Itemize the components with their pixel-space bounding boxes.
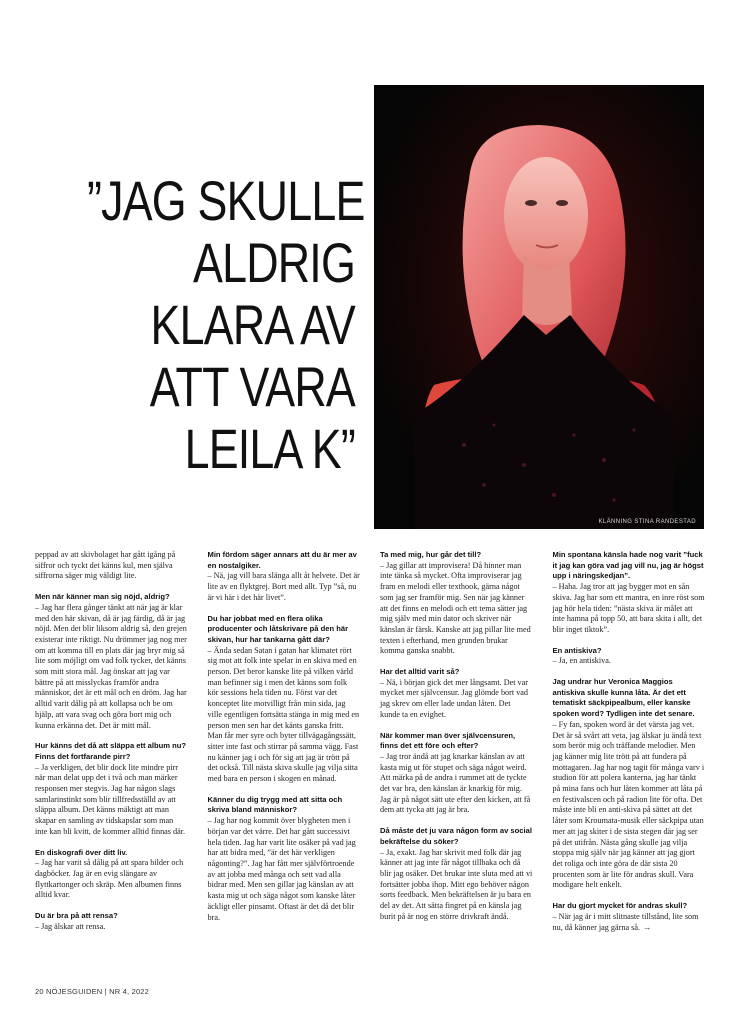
interview-question: Har du gjort mycket för andras skull?: [552, 901, 688, 911]
interview-question: Ta med mig, hur går det till?: [380, 550, 482, 559]
article-body: [35, 550, 705, 980]
headline-line: LEILA K”: [184, 417, 355, 480]
interview-question: Min spontana känsla hade nog varit ”fuck it jag kan göra vad jag vill nu, jag är högst upp i näringskedjan”.: [552, 550, 704, 581]
answer-text: – När jag är i mitt slitnaste tillstånd, lite som nu, då känner jag gärna så.: [552, 911, 699, 932]
answer-text: – Ja verkligen, det blir dock lite mindre pirr när man delat upp det i två och man märker responsen mer stegvis. Jag har någon slags samlarinstinkt som blir tillfredsställd av att släppa album. Det känns mäktigt att man skapar en samling av tidskapslar som man inte kan bli kvitt, de kommer alltid finnas där.: [35, 762, 186, 836]
answer-text: peppad av att skivbolaget har gått igång på siffror och tyckt det känns kul, men själva siffrorna säger mig väldigt lite.: [35, 550, 176, 581]
interview-answer: [553, 912, 706, 933]
interview-answer: [35, 763, 188, 838]
answer-text: – Jag tror ändå att jag knarkar känslan av att kasta mig ut för stupet och säga något weird. Att märka på de andra i rummet att de tyckte det var bra, den känslan är knarkig för mig. Jag är på något sätt ute efter den kicken, att få dem att tycka att jag är bra.: [380, 751, 531, 815]
article-column: [553, 550, 706, 980]
interview-answer: [380, 678, 533, 721]
interview-answer: [35, 858, 188, 901]
interview-answer: [35, 550, 188, 582]
answer-text: – Ja, exakt. Jag har skrivit med folk där jag känner att jag inte får något tillbaka och då blir jag osäker. Det brukar inte sluta med att vi fortsätter jobba ihop. Mitt ego behöver någon sorts feedback. Men bekräftelsen är ju bara en del av det. Att sätta fingret på en känsla jag burit på är nog en större drivkraft ändå.: [380, 847, 533, 921]
headline-line: ALDRIG: [193, 231, 355, 294]
interview-question: När kommer man över självcensuren, finns det ett före och efter?: [380, 730, 516, 751]
interview-answer: [35, 922, 188, 933]
interview-question: Men när känner man sig nöjd, aldrig?: [35, 592, 170, 602]
answer-text: – Jag har varit så dålig på att spara bilder och dagböcker. Jag är en evig slängare av flyttkartonger och skräp. Men albumen finns alltid kvar.: [35, 858, 184, 900]
interview-question: En diskografi över ditt liv.: [35, 847, 128, 857]
interview-question: Då måste det ju vara någon form av social bekräftelse du söker?: [380, 826, 532, 846]
interview-question: Du har jobbat med en flera olika producenter och låtskrivare på den här skivan, hur har tankarna gått där?: [207, 613, 349, 644]
interview-question: Har det alltid varit så?: [380, 667, 460, 677]
interview-answer: [380, 752, 533, 816]
answer-text: – Jag älskar att rensa.: [35, 921, 106, 931]
headline-line: ATT VARA: [149, 355, 355, 418]
interview-question: Min fördom säger annars att du är mer av en nostalgiker.: [207, 550, 357, 570]
headline-line: KLARA AV: [150, 293, 355, 356]
article-column: [380, 550, 533, 980]
answer-text: – Ända sedan Satan i gatan har klimatet rört sig mot att folk inte spelar in en skiva med en person. Det beror kanske lite på vilken värld man befinner sig i men det känns som folk kör sessions hela tiden nu. Först var det konceptet lite motvilligt från min sida, jag ville egentligen fortsätta stänga in mig med en person men sen har det känts ganska fritt. Man får mer syre och byter tillvägagångssätt, sitter inte fast och stirrar på samma vägg. Fast nu känner jag i och för sig att jag är trött på det också. Till nästa skiva skulle jag vilja sitta med bara en person i skogen en månad.: [207, 645, 360, 784]
continue-arrow-icon: →: [643, 922, 652, 932]
interview-question: Jag undrar hur Veronica Maggios antiskiva skulle kunna låta. Är det ett tematiskt säckpipealbum, eller kanske spoken word? Tydligen inte det senare.: [552, 677, 695, 719]
interview-answer: [208, 816, 361, 923]
interview-answer: [553, 582, 706, 636]
interview-answer: [208, 646, 361, 785]
interview-question: Känner du dig trygg med att sitta och skriva bland människor?: [207, 794, 343, 815]
answer-text: – Nä, jag vill bara slänga allt åt helvete. Det är lite av en flyktgrej. Bort med allt. Typ ”så, nu är vi här i det här livet”.: [207, 571, 360, 602]
answer-text: – Jag har flera gånger tänkt att när jag är klar med den här skivan, då är jag färdig, då är jag nöjd. Men det blir liksom aldrig så, den grejen existerar inte riktigt. Nu drömmer jag nog mer om att komma till en plats där jag bryr mig så lite som möjligt om vad folk tycker, det känns som mitt stora mål. Jag önskar att jag var bättre på att misslyckas framför andra människor, det är ett mål och en dröm. Jag har alltid varit dålig på att kollapsa och be om hjälp, att vara svag och göra bort mig och kunna erkänna det. Det är mitt mål.: [35, 602, 187, 730]
portrait-illustration: [374, 85, 704, 529]
headline: [87, 169, 365, 480]
interview-answer: [208, 571, 361, 603]
page-footer: 20 NÖJESGUIDEN | NR 4, 2022: [35, 987, 150, 996]
portrait-photo: [374, 85, 704, 529]
interview-question: En antiskiva?: [552, 645, 602, 655]
interview-answer: [380, 848, 533, 923]
interview-question: Du är bra på att rensa?: [35, 911, 118, 921]
answer-text: – Jag har nog kommit över blygheten men i början var det värre. Det har gått successivt hela tiden. Jag har varit lite osäker på vad jag har att bidra med, ”är det här verkligen någonting?”. Jag har fått mer självförtroende av att jobba med många och sett vad alla bidrar med. Men sen gillar jag känslan av att kasta mig ut och säga något som kanske låter äckligt eller pinsamt. Oftast är det då det blir bra.: [207, 816, 356, 922]
answer-text: – Jag gillar att improvisera! Då hinner man inte tänka så mycket. Ofta improviserar jag fram en melodi eller texthook, gärna något som jag ser framför mig. Sen när jag känner att det finns en melodi och ett tema sätter jag mig själv med min dator och skriver när känslan är färsk. Kanske att jag pillar lite med texten i efterhand, men grunden brukar komma ganska snabbt.: [380, 560, 531, 656]
answer-text: – Fy fan, spoken word är det värsta jag vet. Det är så svårt att veta, jag älskar ju ändå text som berör mig och träffande melodier. Men jag känner mig lite trött på att fundera på mottagaren. Jag har nog tagit för många varv i studion för att polera kanterna, jag har tänkt på mina fans och hur låten kommer att låta på en festivalscen och på radion lite för ofta. Det måste inte bli en anti-skiva på sättet att det låter som Kroumata-musik eller säckpipa utan mer att jag skiter i de sista stegen där jag ser på det utifrån. Nästa gång skulle jag vilja stoppa mig själv när jag känner att jag gjort det roliga och inte göra de där sista 20 procenten som är lite för andras skull. Vara modigare helt enkelt.: [552, 719, 705, 890]
answer-text: – Haha. Jag tror att jag bygger mot en sån skiva. Jag har som ett mantra, en inre röst som jag hör hela tiden: ”nästa skiva är målet att inte hamna på topp 50, att bara skita i allt, det blir inget tiktok”.: [552, 582, 705, 634]
answer-text: – Ja, en antiskiva.: [552, 656, 611, 666]
article-column: [35, 550, 188, 980]
interview-answer: [553, 656, 706, 667]
photo-caption: KLÄNNING STINA RANDESTAD: [598, 519, 696, 525]
interview-answer: [380, 561, 533, 657]
interview-answer: [553, 720, 706, 891]
answer-text: – Nä, i början gick det mer långsamt. Det var mycket mer självcensur. Jag glömde bort vad jag skrev om eller lade undan låten. Det kunde ta en evighet.: [380, 677, 529, 719]
headline-line: ”JAG SKULLE: [87, 169, 365, 232]
interview-answer: [35, 603, 188, 731]
interview-question: Hur känns det då att släppa ett album nu? Finns det fortfarande pirr?: [35, 741, 187, 761]
article-column: [208, 550, 361, 980]
